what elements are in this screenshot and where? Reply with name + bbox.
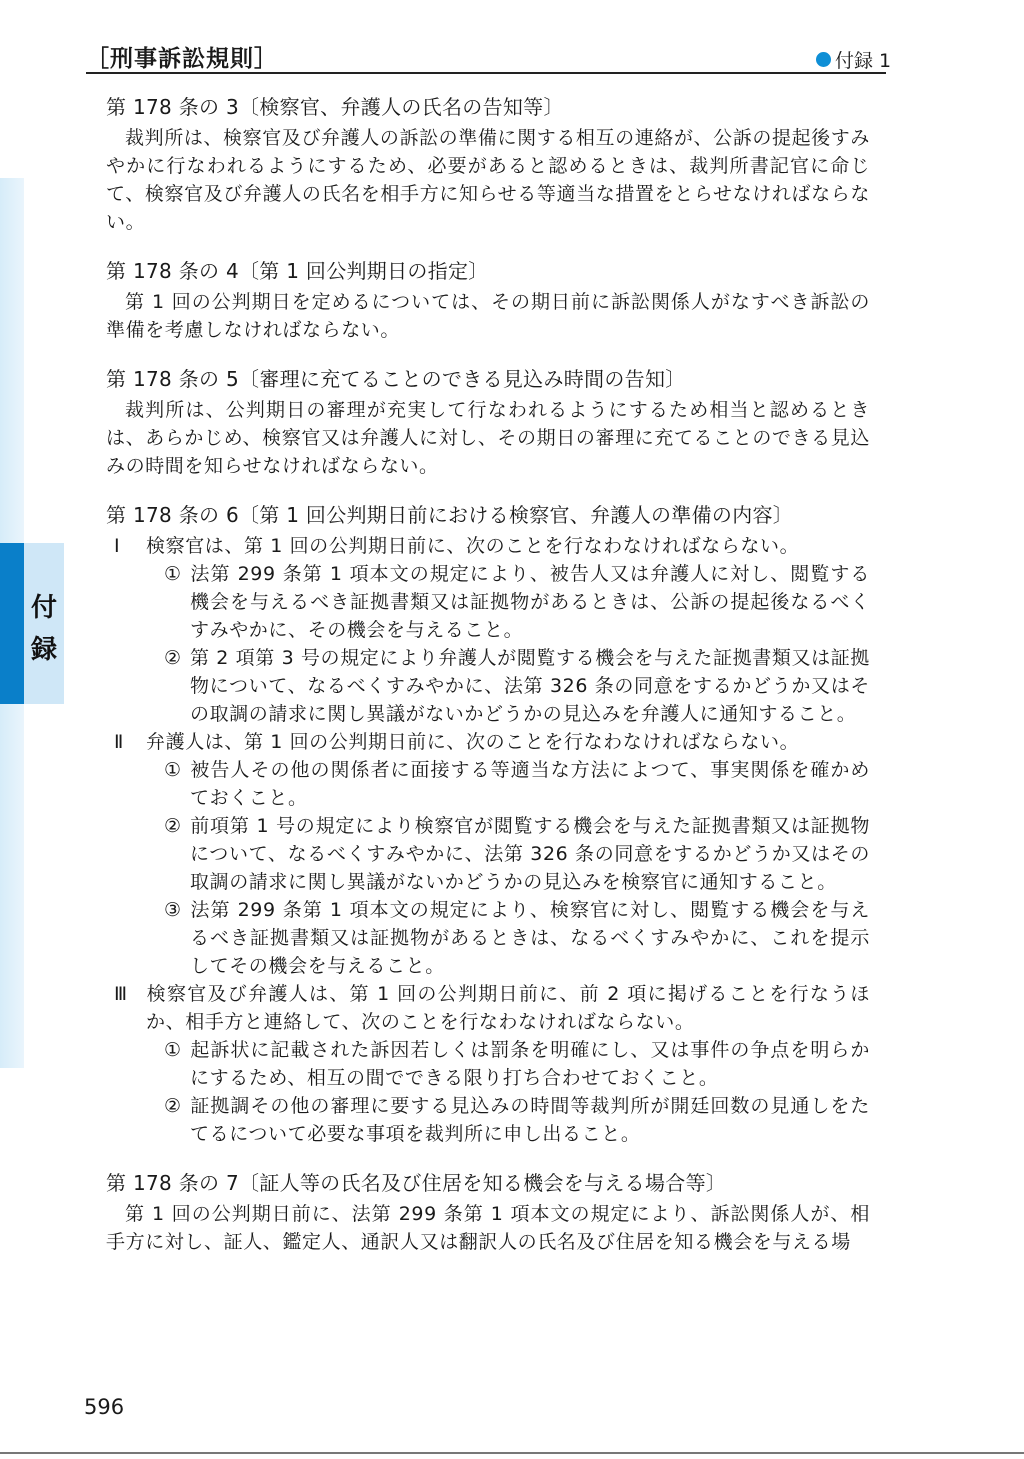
item-number: ①: [164, 759, 182, 781]
list-item: [106, 560, 870, 644]
article-heading: 第 178 条の 6〔第 1 回公判期日前における検察官、弁護人の準備の内容〕: [106, 503, 794, 527]
item-number: ①: [164, 1039, 182, 1061]
main-text: [106, 92, 870, 1276]
appendix-side-tab: [0, 543, 64, 704]
article-178-5: [106, 364, 870, 480]
article-heading: 第 178 条の 7〔証人等の氏名及び住居を知る機会を与える場合等〕: [106, 1171, 727, 1195]
side-tab-char-1: 付: [30, 593, 57, 623]
list-item: [106, 644, 870, 728]
article-heading: 第 178 条の 3〔検察官、弁護人の氏名の告知等〕: [106, 95, 564, 119]
article-heading: 第 178 条の 5〔審理に充てることのできる見込み時間の告知〕: [106, 367, 686, 391]
article-body: 第 1 回の公判期日を定めるについては、その期日前に訴訟関係人がなすべき訴訟の準備を考慮しなければならない。: [106, 291, 870, 341]
appendix-ref: [816, 46, 891, 73]
item-number: ①: [164, 563, 182, 585]
item-text: 法第 299 条第 1 項本文の規定により、検察官に対し、閲覧する機会を与えるべき証拠書類又は証拠物があるときは、なるべくすみやかに、これを提示してその機会を与えること。: [190, 899, 870, 977]
article-body: 第 1 回の公判期日前に、法第 299 条第 1 項本文の規定により、訴訟関係人が、相手方に対し、証人、鑑定人、通訳人又は翻訳人の氏名及び住居を知る機会を与える場: [106, 1203, 870, 1253]
section-1: [106, 532, 870, 560]
item-text: 起訴状に記載された訴因若しくは罰条を明確にし、又は事件の争点を明らかにするため、相互の間でできる限り打ち合わせておくこと。: [190, 1039, 870, 1089]
bullet-dot-icon: [816, 52, 831, 67]
side-tab-char-2: 録: [30, 635, 57, 665]
bottom-rule: [0, 1452, 1024, 1454]
item-text: 法第 299 条第 1 項本文の規定により、被告人又は弁護人に対し、閲覧する機会を与えるべき証拠書類又は証拠物があるときは、公訴の提起後なるべくすみやかに、その機会を与えること。: [190, 563, 870, 641]
article-178-7: [106, 1168, 870, 1256]
item-text: 前項第 1 号の規定により検察官が閲覧する機会を与えた証拠書類又は証拠物について、なるべくすみやかに、法第 326 条の同意をするかどうか又はその取調の請求に関し異議がないかどうかの見込みを検察官に通知すること。: [190, 815, 870, 893]
section-text: 検察官は、第 1 回の公判期日前に、次のことを行なわなければならない。: [146, 535, 800, 557]
article-178-6: [106, 500, 870, 1148]
section-number: Ⅰ: [114, 535, 121, 557]
section-text: 検察官及び弁護人は、第 1 回の公判期日前に、前 2 項に掲げることを行なうほか、相手方と連絡して、次のことを行なわなければならない。: [146, 983, 870, 1033]
list-item: [106, 812, 870, 896]
page-number: 596: [84, 1395, 125, 1419]
section-number: Ⅲ: [114, 983, 128, 1005]
item-text: 第 2 項第 3 号の規定により弁護人が閲覧する機会を与えた証拠書類又は証拠物について、なるべくすみやかに、法第 326 条の同意をするかどうか又はその取調の請求に関し異議がないかどうかの見込みを弁護人に通知すること。: [190, 647, 870, 725]
article-body: 裁判所は、公判期日の審理が充実して行なわれるようにするため相当と認めるときは、あらかじめ、検察官又は弁護人に対し、その期日の審理に充てることのできる見込みの時間を知らせなければならない。: [106, 399, 870, 477]
item-text: 被告人その他の関係者に面接する等適当な方法によつて、事実関係を確かめておくこと。: [190, 759, 870, 809]
header-rule: [86, 72, 886, 74]
running-title: ［刑事訴訟規則］: [86, 46, 278, 72]
section-2: [106, 728, 870, 756]
item-number: ②: [164, 1095, 182, 1117]
section-number: Ⅱ: [114, 731, 124, 753]
item-number: ③: [164, 899, 182, 921]
list-item: [106, 1092, 870, 1148]
section-3: [106, 980, 870, 1036]
list-item: [106, 1036, 870, 1092]
item-number: ②: [164, 647, 182, 669]
item-text: 証拠調その他の審理に要する見込みの時間等裁判所が開廷回数の見通しをたてるについて必要な事項を裁判所に申し出ること。: [190, 1095, 870, 1145]
article-178-4: [106, 256, 870, 344]
list-item: [106, 896, 870, 980]
list-item: [106, 756, 870, 812]
item-number: ②: [164, 815, 182, 837]
appendix-ref-label: 付録 1: [835, 50, 892, 72]
article-body: 裁判所は、検察官及び弁護人の訴訟の準備に関する相互の連絡が、公訴の提起後すみやかに行なわれるようにするため、必要があると認めるときは、裁判所書記官に命じて、検察官及び弁護人の氏名を相手方に知らせる等適当な措置をとらせなければならない。: [106, 127, 870, 233]
article-178-3: [106, 92, 870, 236]
section-text: 弁護人は、第 1 回の公判期日前に、次のことを行なわなければならない。: [146, 731, 800, 753]
article-heading: 第 178 条の 4〔第 1 回公判期日の指定〕: [106, 259, 489, 283]
